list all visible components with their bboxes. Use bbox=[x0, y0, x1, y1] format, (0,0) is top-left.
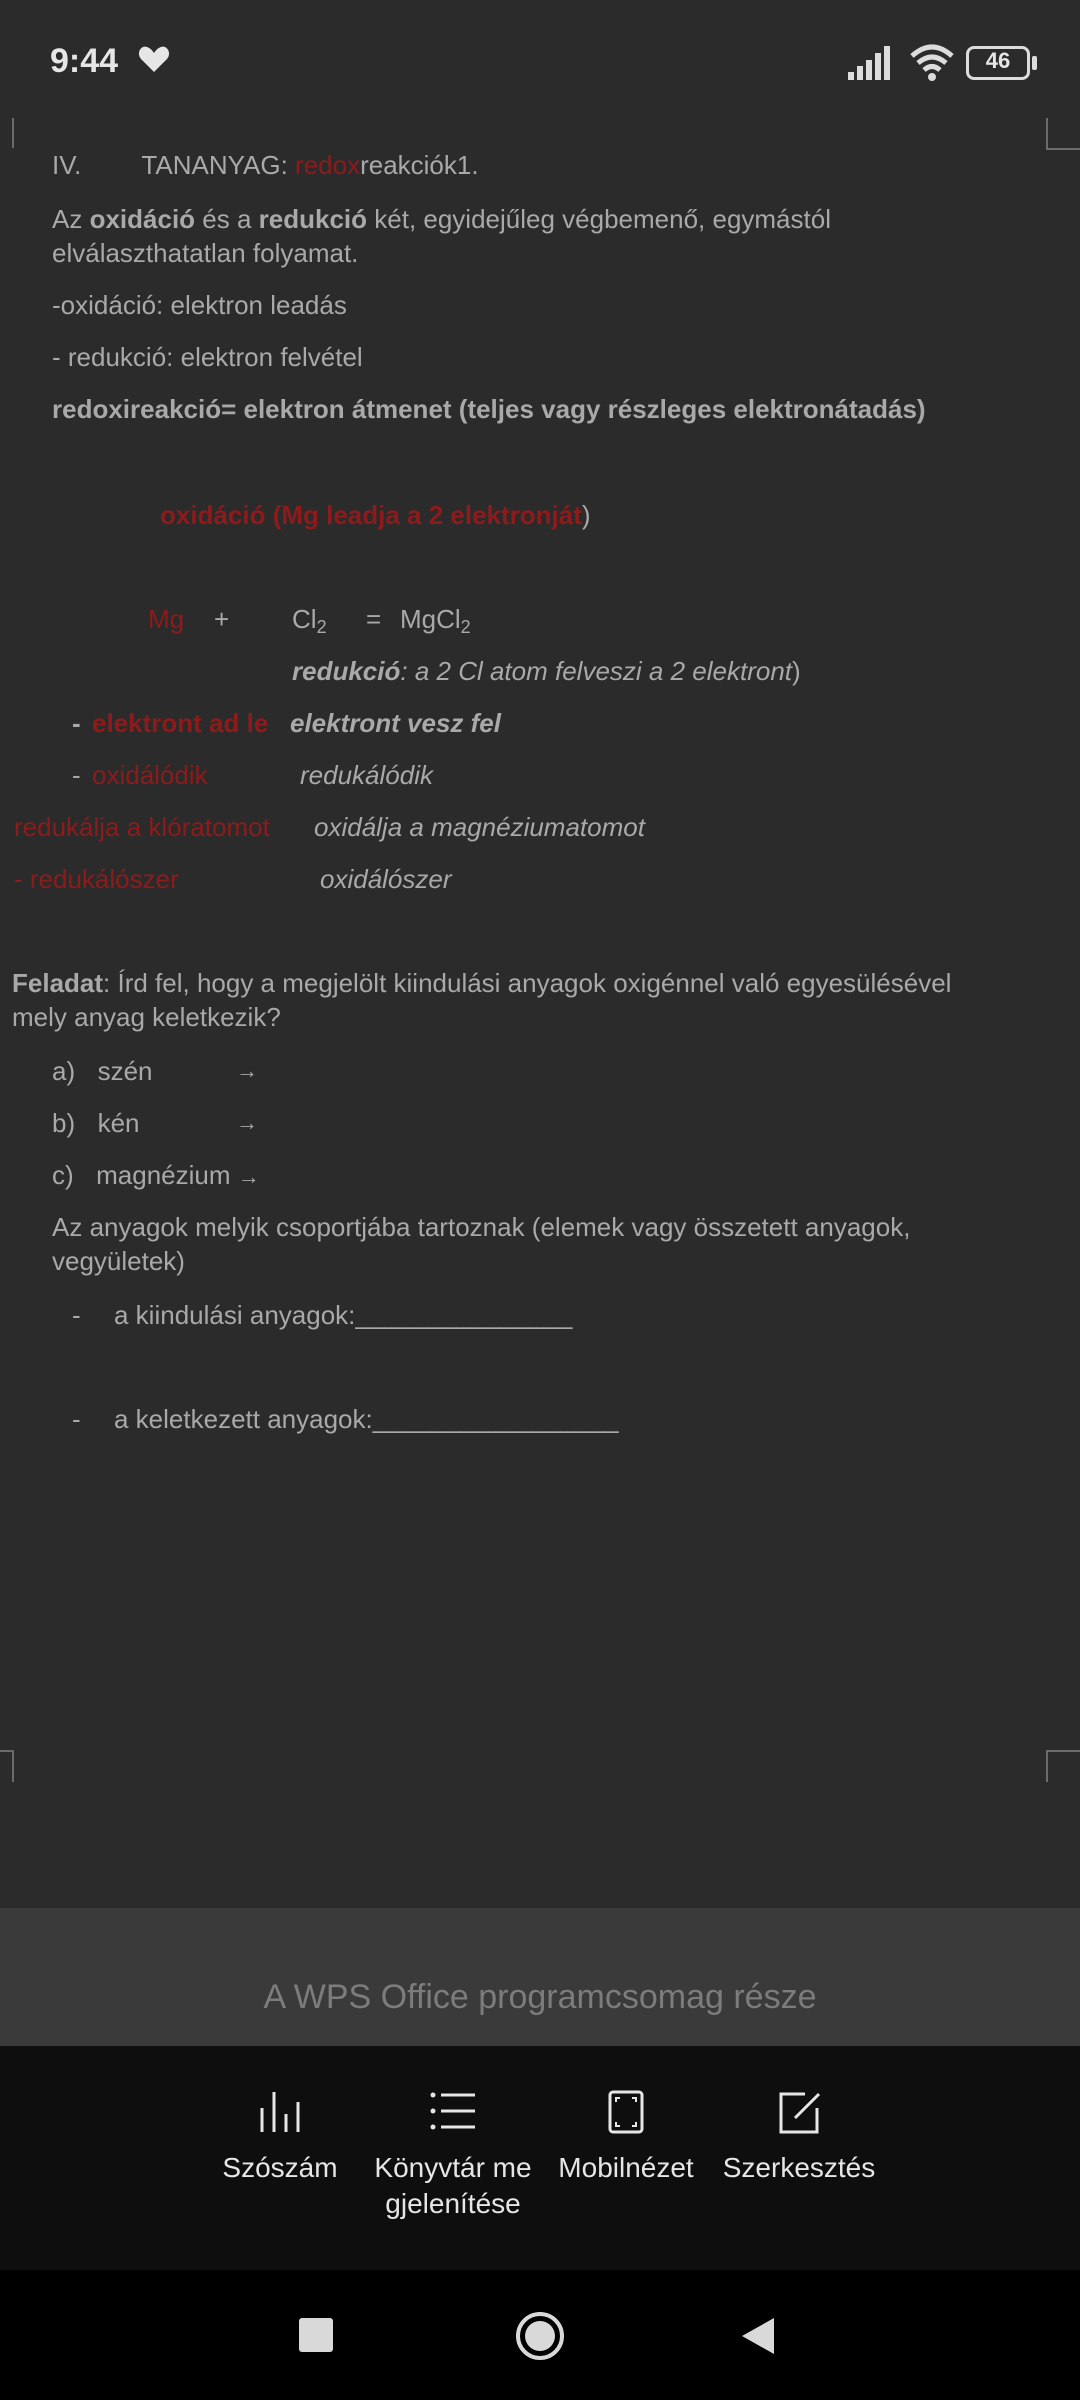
intro-text: és a bbox=[195, 204, 259, 234]
signal-icon bbox=[848, 44, 894, 80]
list-item bbox=[52, 1056, 153, 1087]
list-item bbox=[52, 1108, 140, 1139]
table-of-contents-button[interactable] bbox=[363, 2090, 543, 2222]
bullet2-dash: - bbox=[72, 1404, 81, 1434]
list-item-letter: a) bbox=[52, 1056, 76, 1086]
equation-mgcl: MgCl bbox=[400, 604, 461, 634]
heading-rest: reakciók1. bbox=[360, 150, 479, 180]
intro-text: Az bbox=[52, 204, 90, 234]
row1-left: elektront ad le bbox=[92, 708, 269, 738]
list-icon bbox=[429, 2090, 477, 2134]
row4-right: oxidálószer bbox=[320, 864, 452, 894]
row4-left: - redukálószer bbox=[14, 864, 179, 894]
wifi-icon bbox=[908, 42, 956, 82]
mobile-view-icon bbox=[602, 2090, 650, 2134]
table-of-contents-label-1: Könyvtár me bbox=[374, 2152, 532, 2183]
heading-number: IV. bbox=[52, 150, 82, 180]
intro-line-2: elválaszthatatlan folyamat. bbox=[52, 238, 359, 268]
edit-button[interactable] bbox=[709, 2090, 889, 2186]
equation-mgcl-subscript: 2 bbox=[460, 617, 471, 637]
row2-right: redukálódik bbox=[300, 760, 433, 790]
status-bar bbox=[0, 0, 1080, 110]
intro-text: két, egyidejűleg végbemenő, egymástól bbox=[367, 204, 831, 234]
list-item-name: szén bbox=[97, 1056, 153, 1086]
reduction-note-bold: redukció bbox=[292, 656, 401, 686]
task-line-2: mely anyag keletkezik? bbox=[12, 1002, 281, 1032]
oxidation-definition: -oxidáció: elektron leadás bbox=[52, 290, 347, 320]
list-item-letter: b) bbox=[52, 1108, 76, 1138]
bullet-products: a keletkezett anyagok:_________________ bbox=[114, 1404, 619, 1434]
bullet-starting-materials: a kiindulási anyagok:_______________ bbox=[114, 1300, 573, 1330]
page-corner-bottom-right bbox=[1046, 1750, 1080, 1782]
row1-right: elektront vesz fel bbox=[290, 708, 501, 738]
equation-equals: = bbox=[366, 604, 382, 634]
intro-bold-oxidacio: oxidáció bbox=[89, 204, 196, 234]
equation-mg: Mg bbox=[148, 604, 185, 634]
reduction-note-end: ) bbox=[792, 656, 801, 686]
task-line-1 bbox=[12, 968, 951, 999]
heart-icon bbox=[138, 44, 170, 74]
row2-left: oxidálódik bbox=[92, 760, 208, 790]
list-item-name: magnézium bbox=[96, 1160, 231, 1190]
reduction-definition: - redukció: elektron felvétel bbox=[52, 342, 363, 372]
bar-chart-icon bbox=[256, 2090, 304, 2134]
list-item-letter: c) bbox=[52, 1160, 74, 1190]
reduction-note bbox=[292, 656, 801, 687]
recents-button[interactable] bbox=[299, 2318, 333, 2352]
equation-cl2 bbox=[292, 604, 327, 638]
back-button[interactable] bbox=[740, 2316, 776, 2356]
page-corner-top-right bbox=[1046, 118, 1080, 150]
list-item-arrow: → bbox=[236, 1058, 258, 1083]
table-of-contents-label-2: gjelenítése bbox=[385, 2188, 521, 2219]
mobile-view-button[interactable] bbox=[536, 2090, 716, 2186]
intro-line-1 bbox=[52, 204, 831, 235]
edit-icon bbox=[775, 2090, 823, 2134]
task-label: Feladat bbox=[12, 968, 104, 998]
row1-dash: - bbox=[72, 708, 81, 738]
question-line-2: vegyületek) bbox=[52, 1246, 185, 1276]
reduction-note-text: : a 2 Cl atom felveszi a 2 elektront bbox=[400, 656, 792, 686]
heading-red-word: redox bbox=[295, 150, 361, 180]
equation-mgcl2 bbox=[400, 604, 471, 638]
equation-plus: + bbox=[214, 604, 230, 634]
equation-cl: Cl bbox=[292, 604, 317, 634]
row2-dash: - bbox=[72, 760, 81, 790]
list-item-arrow: → bbox=[237, 1164, 260, 1189]
wps-banner bbox=[0, 1908, 1080, 2046]
oxidation-note bbox=[160, 500, 591, 531]
edit-label: Szerkesztés bbox=[722, 2152, 876, 2183]
bullet1-dash: - bbox=[72, 1300, 81, 1330]
wps-banner-text: A WPS Office programcsomag része bbox=[263, 1978, 817, 2016]
list-item-name: kén bbox=[97, 1108, 140, 1138]
row3-right: oxidálja a magnéziumatomot bbox=[314, 812, 645, 842]
list-item bbox=[52, 1160, 260, 1191]
word-count-label: Szószám bbox=[222, 2152, 338, 2183]
mobile-view-label: Mobilnézet bbox=[558, 2152, 694, 2183]
redox-definition: redoxireakció= elektron átmenet (teljes vagy részleges elektronátadás) bbox=[52, 394, 926, 424]
battery-level: 46 bbox=[985, 48, 1011, 73]
battery-tip bbox=[1032, 56, 1037, 70]
page-corner-top-left bbox=[0, 118, 14, 148]
heading-line bbox=[52, 150, 479, 181]
equation-cl-subscript: 2 bbox=[316, 617, 327, 637]
oxidation-note-end: ) bbox=[581, 500, 591, 530]
row3-left: redukálja a klóratomot bbox=[14, 812, 270, 842]
status-time: 9:44 bbox=[50, 42, 119, 80]
oxidation-note-red: oxidáció (Mg leadja a 2 elektronját bbox=[160, 500, 582, 530]
word-count-button[interactable] bbox=[190, 2090, 370, 2186]
intro-bold-redukcio: redukció bbox=[258, 204, 368, 234]
task-text: : Írd fel, hogy a megjelölt kiindulási anyagok oxigénnel való egyesülésével bbox=[103, 968, 952, 998]
heading-prefix: TANANYAG: bbox=[141, 150, 288, 180]
question-line-1: Az anyagok melyik csoportjába tartoznak (elemek vagy összetett anyagok, bbox=[52, 1212, 911, 1242]
page-corner-bottom-left bbox=[0, 1750, 14, 1782]
home-button[interactable] bbox=[514, 2310, 566, 2362]
list-item-arrow: → bbox=[236, 1110, 258, 1135]
